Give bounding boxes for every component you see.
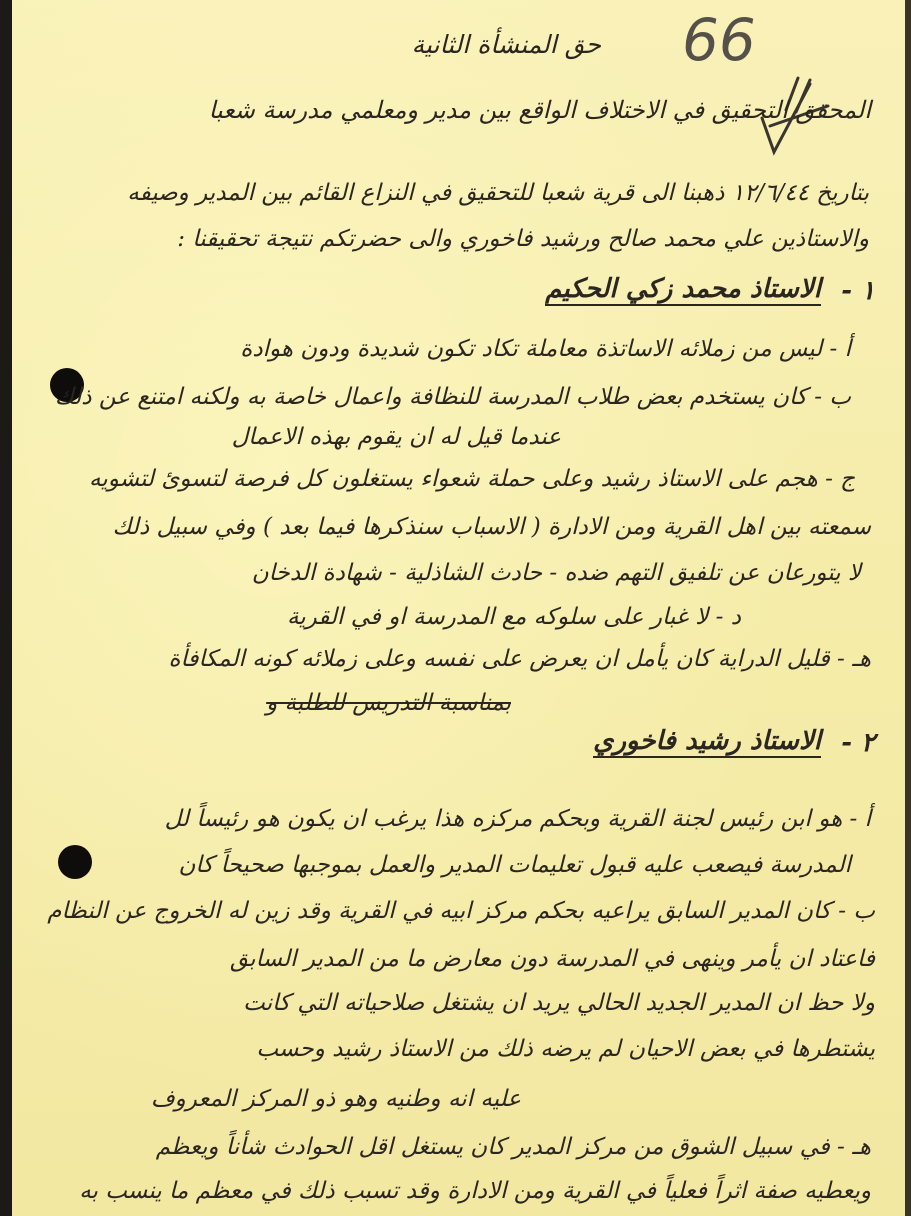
header-line-1: حق المنشأة الثانية (411, 30, 601, 59)
section-2-item: المدرسة فيصعب عليه قبول تعليمات المدير والعمل بموجبها صحيحاً كان (178, 852, 851, 878)
section-1-item: د - لا غبار على سلوكه مع المدرسة او في القرية (286, 604, 741, 630)
section-1-title: الاستاذ محمد زكي الحكيم (545, 274, 821, 304)
section-2-number: ٢ - (841, 728, 875, 758)
intro-line-1: بتاريخ ١٢/٦/٤٤ ذهبنا الى قرية شعبا للتحقيق في النزاع القائم بين المدير وصيفه (127, 180, 869, 206)
section-2-item: ب - كان المدير السابق يراعيه بحكم مركز ابيه في القرية وقد زين له الخروج عن النظام (47, 898, 875, 924)
section-2-item: يشتطرها في بعض الاحيان لم يرضه ذلك من الاستاذ رشيد وحسب (256, 1036, 875, 1062)
header-line-2: المحقق التحقيق في الاختلاف الواقع بين مدير ومعلمي مدرسة شعبا (208, 96, 871, 124)
section-1-item-struck: بمناسبة التدريس للطلبة و (266, 690, 511, 716)
section-2-item: ويعطيه صفة اثراً فعلياً في القرية ومن الادارة وقد تسبب ذلك في معظم ما ينسب به (79, 1178, 871, 1204)
page-number: 66 (682, 6, 756, 74)
punch-hole-bottom (58, 845, 92, 879)
section-1-item: ج - هجم على الاستاذ رشيد وعلى حملة شعواء يستغلون كل فرصة لتسوئ لتشويه (88, 466, 855, 492)
section-2-title: الاستاذ رشيد فاخوري (593, 726, 821, 756)
section-1-item: أ - ليس من زملائه الاساتذة معاملة تكاد تكون شديدة ودون هوادة (240, 336, 851, 362)
section-1-number: ١ - (841, 276, 875, 306)
section-2-item: عليه انه وطنيه وهو ذو المركز المعروف (150, 1086, 521, 1112)
section-2-item: أ - هو ابن رئيس لجنة القرية وبحكم مركزه هذا يرغب ان يكون هو رئيساً لل (164, 806, 871, 832)
section-2-item: ولا حظ ان المدير الجديد الحالي يريد ان يشتغل صلاحياته التي كانت (243, 990, 875, 1016)
scan-right-edge (905, 0, 911, 1216)
section-1-item: عندما قيل له ان يقوم بهذه الاعمال (231, 424, 561, 450)
intro-line-2: والاستاذين علي محمد صالح ورشيد فاخوري والى حضرتكم نتيجة تحقيقنا : (177, 226, 869, 252)
scan-left-edge (0, 0, 12, 1216)
section-1-item: ب - كان يستخدم بعض طلاب المدرسة للنظافة واعمال خاصة به ولكنه امتنع عن ذلك (54, 384, 851, 410)
section-1-item: سمعته بين اهل القرية ومن الادارة ( الاسباب سنذكرها فيما بعد ) وفي سبيل ذلك (112, 514, 871, 540)
section-2-item: هـ - في سبيل الشوق من مركز المدير كان يستغل اقل الحوادث شأناً ويعظم (155, 1134, 871, 1160)
section-2-item: فاعتاد ان يأمر وينهى في المدرسة دون معارض ما من المدير السابق (230, 946, 875, 972)
section-1-item: لا يتورعان عن تلفيق التهم ضده - حادث الشاذلية - شهادة الدخان (251, 560, 861, 586)
section-1-item: هـ - قليل الدراية كان يأمل ان يعرض على نفسه وعلى زملائه كونه المكافأة (168, 646, 871, 672)
